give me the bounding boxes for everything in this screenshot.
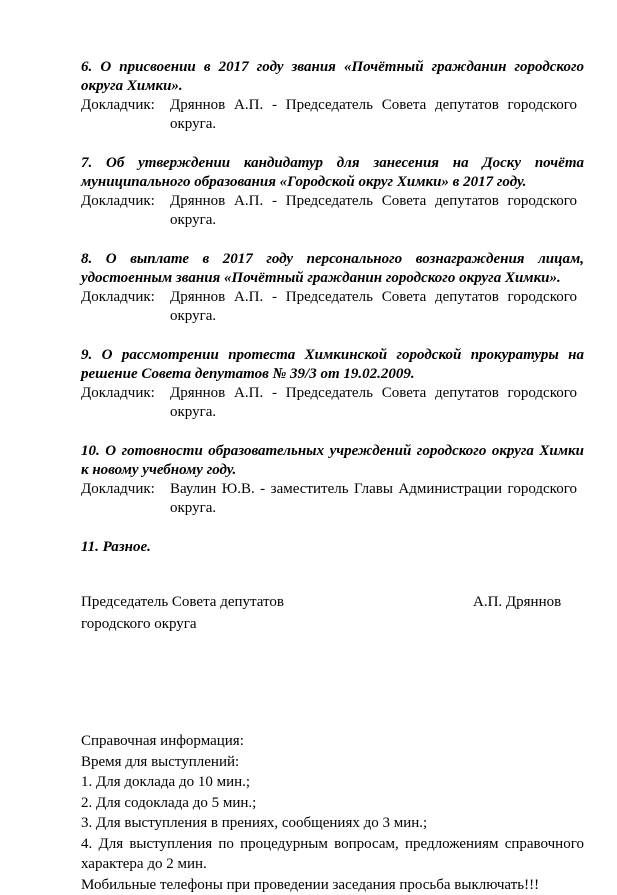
agenda-item-title-line: 8. О выплате в 2017 году персонального вознаграждения лицам,	[81, 251, 584, 267]
speaker-text	[170, 384, 584, 422]
agenda-item-title	[81, 250, 584, 288]
reference-item: характера до 2 мин.	[81, 856, 207, 872]
signature-block	[81, 591, 584, 635]
agenda-item-title-line: 7. Об утверждении кандидатур для занесения на Доску почёта	[81, 155, 584, 171]
agenda-item-speaker	[81, 96, 584, 134]
speaker-text	[170, 192, 584, 230]
speaker-label: Докладчик:	[81, 193, 155, 209]
reference-item: 3. Для выступления в прениях, сообщениях до 3 мин.;	[81, 815, 428, 831]
reference-item: 4. Для выступления по процедурным вопросам, предложениям справочного	[81, 835, 584, 852]
agenda-item-title-line: удостоенным звания «Почётный гражданин городского округа Химки».	[81, 270, 561, 286]
signature-position-line: Председатель Совета депутатов	[81, 594, 284, 610]
agenda-item-speaker	[81, 192, 584, 230]
speaker-text-line: Ваулин Ю.В. - заместитель Главы Администрации городского	[170, 481, 577, 497]
reference-item: 2. Для содоклада до 5 мин.;	[81, 794, 257, 811]
agenda-item-title	[81, 346, 584, 384]
agenda-item-title	[81, 154, 584, 192]
agenda-item-speaker	[81, 384, 584, 422]
speaker-text-line: Дряннов А.П. - Председатель Совета депутатов городского	[170, 97, 577, 113]
speaker-text	[170, 96, 584, 134]
speaker-label: Докладчик:	[81, 289, 155, 305]
speaker-text-line: Дряннов А.П. - Председатель Совета депутатов городского	[170, 193, 577, 209]
agenda-item-title-line: решение Совета депутатов № 39/3 от 19.02.2009.	[81, 366, 415, 382]
agenda-item-title-line: округа Химки».	[81, 78, 183, 94]
agenda-item-8	[81, 250, 584, 326]
speaker-text	[170, 480, 584, 518]
agenda-item-7	[81, 154, 584, 230]
agenda-section	[81, 58, 584, 557]
reference-info	[81, 731, 584, 895]
agenda-item-title	[81, 442, 584, 480]
signature-position-line: городского округа	[81, 616, 197, 632]
speaker-label: Докладчик:	[81, 385, 155, 401]
agenda-item-10	[81, 442, 584, 518]
agenda-item-title-line: к новому учебному году.	[81, 462, 237, 478]
speaker-text-line: округа.	[170, 500, 217, 516]
agenda-item-speaker	[81, 480, 584, 518]
agenda-item-title-line: 9. О рассмотрении протеста Химкинской городской прокуратуры на	[81, 347, 584, 363]
agenda-item-9	[81, 346, 584, 422]
reference-subheading: Время для выступлений:	[81, 753, 240, 770]
agenda-item-title-line: 10. О готовности образовательных учреждений городского округа Химки	[81, 443, 584, 459]
speaker-label: Докладчик:	[81, 481, 155, 497]
speaker-text-line: округа.	[170, 404, 217, 420]
agenda-item-6	[81, 58, 584, 134]
reference-footer: Мобильные телефоны при проведении заседания просьба выключать!!!	[81, 876, 540, 893]
reference-heading: Справочная информация:	[81, 733, 244, 749]
speaker-text-line: Дряннов А.П. - Председатель Совета депутатов городского	[170, 289, 577, 305]
reference-item: 1. Для доклада до 10 мин.;	[81, 774, 251, 790]
speaker-text	[170, 288, 584, 326]
speaker-text-line: округа.	[170, 308, 217, 324]
agenda-item-11-misc: 11. Разное.	[81, 539, 151, 555]
agenda-item-title	[81, 58, 584, 96]
speaker-label: Докладчик:	[81, 97, 155, 113]
agenda-item-title-line: муниципального образования «Городской округ Химки» в 2017 году.	[81, 174, 527, 190]
speaker-text-line: округа.	[170, 212, 217, 228]
agenda-item-speaker	[81, 288, 584, 326]
signature-name: А.П. Дряннов	[473, 594, 562, 610]
agenda-item-title-line: 6. О присвоении в 2017 году звания «Почётный гражданин городского	[81, 59, 584, 75]
speaker-text-line: округа.	[170, 116, 217, 132]
speaker-text-line: Дряннов А.П. - Председатель Совета депутатов городского	[170, 385, 577, 401]
